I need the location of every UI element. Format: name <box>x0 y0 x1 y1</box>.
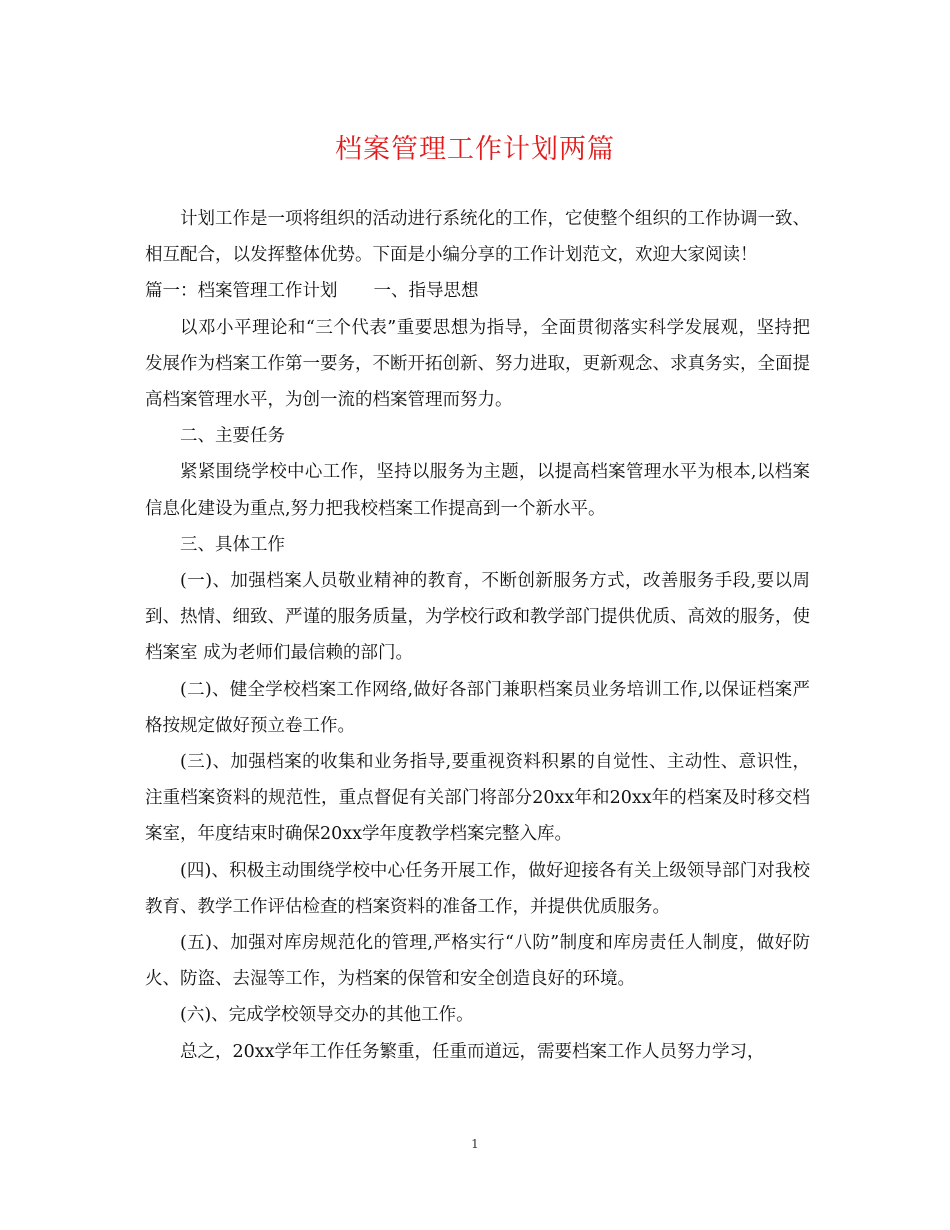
work-item-2: (二)、健全学校档案工作网络,做好各部门兼职档案员业务培训工作,以保证档案严格按规定做好预立卷工作。 <box>145 679 810 736</box>
section1-body: 以邓小平理论和“三个代表”重要思想为指导，全面贯彻落实科学发展观，坚持把发展作为档案工作第一要务，不断开拓创新、努力进取，更新观念、求真务实，全面提高档案管理水平，为创一流的档案管理而努力。 <box>145 317 810 411</box>
section2-heading: 二、主要任务 <box>180 426 285 447</box>
work-item-3: (三)、加强档案的收集和业务指导,要重视资料积累的自觉性、主动性、意识性，注重档案资料的规范性，重点督促有关部门将部分20xx年和20xx年的档案及时移交档案室，年度结束时确保20xx学年度教学档案完整入库。 <box>145 752 810 845</box>
intro-paragraph: 计划工作是一项将组织的活动进行系统化的工作，它使整个组织的工作协调一致、相互配合，以发挥整体优势。下面是小编分享的工作计划范文，欢迎大家阅读！ <box>145 209 810 266</box>
document-body <box>145 201 810 1070</box>
work-item-1: (一)、加强档案人员敬业精神的教育，不断创新服务方式，改善服务手段,要以周到、热情、细致、严谨的服务质量，为学校行政和教学部门提供优质、高效的服务，使档案室 成为老师们最信赖的部门。 <box>145 571 810 664</box>
work-item-6: (六)、完成学校领导交办的其他工作。 <box>180 1005 474 1026</box>
work-item-5: (五)、加强对库房规范化的管理,严格实行“八防”制度和库房责任人制度，做好防火、防盗、去湿等工作，为档案的保管和安全创造良好的环境。 <box>145 933 810 990</box>
article-heading-line <box>145 273 810 309</box>
document-title: 档案管理工作计划两篇 <box>335 134 615 165</box>
article-heading: 篇一：档案管理工作计划 <box>145 281 338 302</box>
conclusion-paragraph: 总之，20xx学年工作任务繁重，任重而道远，需要档案工作人员努力学习， <box>180 1041 765 1062</box>
section2-body: 紧紧围绕学校中心工作，坚持以服务为主题，以提高档案管理水平为根本,以档案信息化建设为重点,努力把我校档案工作提高到一个新水平。 <box>145 462 810 519</box>
section3-heading: 三、具体工作 <box>180 534 285 555</box>
page-number: 1 <box>471 1137 479 1151</box>
section1-heading: 一、指导思想 <box>373 281 479 302</box>
work-item-4: (四)、积极主动围绕学校中心任务开展工作，做好迎接各有关上级领导部门对我校教育、教学工作评估检查的档案资料的准备工作，并提供优质服务。 <box>145 860 810 917</box>
